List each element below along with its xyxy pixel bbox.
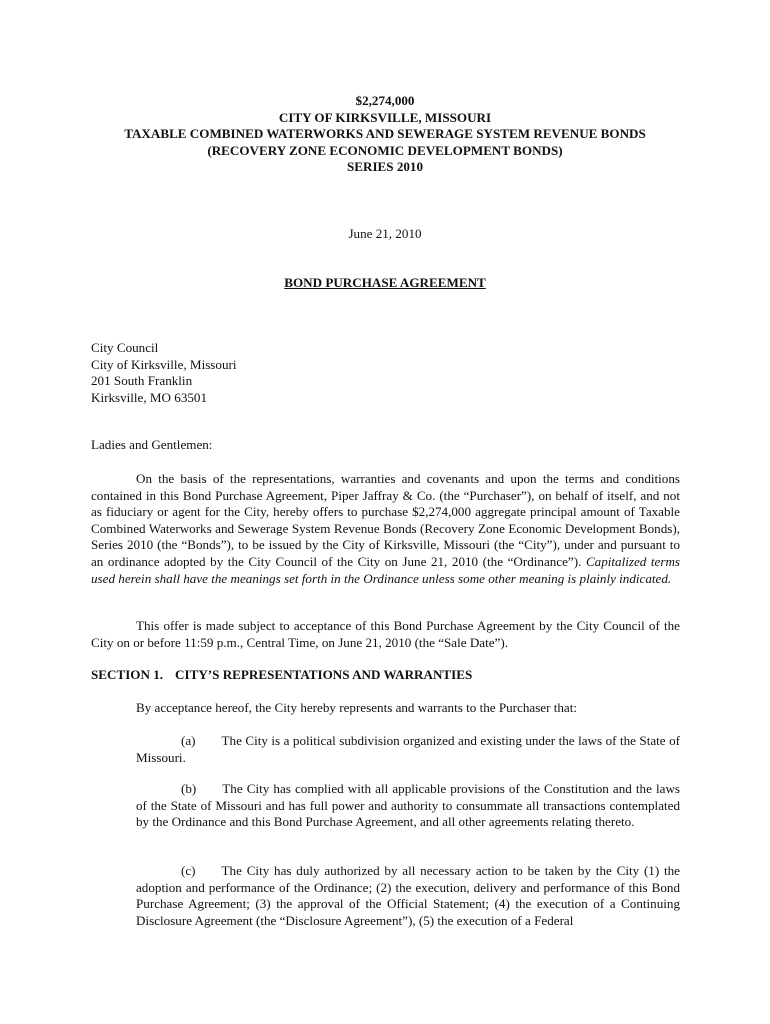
section-1-intro: By acceptance hereof, the City hereby represents and warrants to the Purchaser that: [136,700,578,715]
address-line: Kirksville, MO 63501 [91,389,208,405]
bond-subtitle: (RECOVERY ZONE ECONOMIC DEVELOPMENT BONDS) [207,142,563,158]
issuer-name: CITY OF KIRKSVILLE, MISSOURI [278,109,492,125]
address-line: City of Kirksville, Missouri [91,356,237,372]
offer-text: On the basis of the representations, warranties and covenants and upon the terms and conditions contained in this Bond Purchase Agreement, Piper Jaffray & Co. (the “Purchaser”), on behalf of itself, and not as fiduciary or agent for the City, hereby offers to purchase $2,274,000 aggregate principal amount of Taxable Combined Waterworks and Sewerage System Revenue Bonds (Recovery Zone Economic Development Bonds), Series 2010 (the “Bonds”), to be issued by the City of Kirksville, Missouri (the “City”), under and pursuant to an ordinance adopted by the City Council of the City on June 21, 2010 (the “Ordinance”). [91,471,680,569]
acceptance-paragraph: This offer is made subject to acceptance of this Bond Purchase Agreement by the City Council of the City on or before 11:59 p.m., Central Time, on June 21, 2010 (the “Sale Date”). [91,618,680,650]
section-number: SECTION 1. [91,667,164,682]
list-item [136,781,680,831]
item-label: (b) [181,781,197,796]
bond-title: TAXABLE COMBINED WATERWORKS AND SEWERAGE SYSTEM REVENUE BONDS [124,126,646,142]
document-title: BOND PURCHASE AGREEMENT [284,275,486,290]
address-line: City Council [91,340,159,355]
item-text: The City has duly authorized by all necessary action to be taken by the City (1) the adoption and performance of the Ordinance; (2) the execution, delivery and performance of this Bond Purchase Agreement; (3) the approval of the Official Statement; (4) the execution of a Continuing Disclosure Agreement (the “Disclosure Agreement”), (5) the execution of a Federal [136,863,680,928]
section-title: CITY’S REPRESENTATIONS AND WARRANTIES [175,667,473,682]
item-label: (a) [181,733,196,748]
offer-paragraph [91,471,680,587]
bond-amount: $2,274,000 [355,93,415,108]
list-item [136,733,680,766]
list-item [136,863,680,929]
item-text: The City is a political subdivision organized and existing under the laws of the State of Missouri. [136,733,680,765]
capitalized-terms-note: Capitalized terms used herein shall have the meanings set forth in the Ordinance unless some other meaning is plainly indicated. [91,553,681,586]
item-label: (c) [181,863,196,878]
item-text: The City has complied with all applicable provisions of the Constitution and the laws of the State of Missouri and has full power and authority to consummate all transactions contemplated by the Ordinance and this Bond Purchase Agreement, and all other agreements relating thereto. [136,781,680,830]
section-1-heading [91,667,691,684]
address-line: 201 South Franklin [91,373,193,389]
salutation: Ladies and Gentlemen: [91,437,213,452]
bond-series: SERIES 2010 [346,159,424,175]
addressee-block [91,340,491,406]
document-date: June 21, 2010 [348,226,422,241]
document-heading [60,93,710,176]
